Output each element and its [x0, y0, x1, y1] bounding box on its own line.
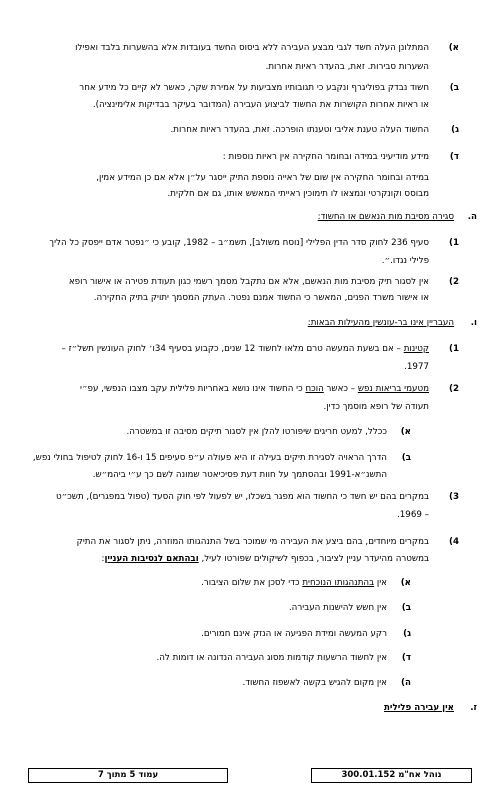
text-line: סעיף 236 לחוק סדר הדין הפלילי [נוסח משולב], תשמ״ב – 1982, קובע כי ״נפטר אדם ייפסק כל הליך	[49, 238, 429, 248]
text-line: פלילי נגדו.״.	[381, 256, 429, 266]
text: כי החשוד אינו נושא באחריות פלילית עקב מצבו הנפשי, עפ״י	[80, 384, 306, 394]
paragraph-a	[29, 42, 429, 73]
term: קטינות	[403, 344, 429, 354]
paragraph-v3	[29, 491, 429, 521]
item-marker: ד)	[449, 152, 459, 162]
text-line: המתלונן העלה חשד לגבי מבצע העבירה ללא ביסוס החשד בעובדות אלא בהשערות בלבד ואפילו	[75, 43, 429, 53]
item-marker: 2)	[448, 384, 459, 394]
text-line: החשוד העלה טענת אליבי וטענתו הופרכה. זאת, בהעדר ראיות אחרות.	[170, 125, 429, 135]
text: אין	[374, 578, 387, 588]
text-line: מידע מודיעיני במידה ובחומר החקירה אין ראיות נוספות :	[222, 152, 429, 162]
subitem-marker: א)	[400, 427, 411, 437]
text-line: התשנ״א-1991 ובהסתמך על חוות דעת פסיכיאטר שמונה לשם כך ע״י ביהמ״ש.	[92, 470, 387, 480]
subitem-marker: ב)	[401, 453, 411, 463]
paragraph-v4b: אין חשש להישנות העבירה.	[288, 603, 387, 613]
item-marker: א)	[448, 43, 459, 53]
text-line	[29, 343, 429, 355]
section-marker: ז.	[470, 703, 477, 713]
text-line: חשוד נבדק בפוליגרף ונקבע כי תגובותיו מצביעות על אמירת שקר, כאשר לא קיים כל מידע אחר	[79, 83, 429, 93]
paragraph-v4d: אין לחשוד הרשעות קודמות מסוג העבירה הנדונה או דומות לה.	[156, 653, 387, 663]
text-line: אין לסגור תיק מסיבת מות הנאשם, אלא אם נתקבל מסמך רשמי כגון תעודת פטירה או אישור רופא	[68, 277, 429, 287]
paragraph-b	[29, 82, 429, 111]
item-marker: ב)	[449, 83, 459, 93]
text-line: – 1969.	[397, 510, 429, 520]
subitem-marker: א)	[400, 578, 411, 588]
paragraph-d	[29, 151, 429, 163]
item-marker: 1)	[448, 344, 459, 354]
item-marker: 1)	[448, 238, 459, 248]
paragraph-v1	[29, 343, 429, 373]
term: מטעמי בריאות נפש	[357, 384, 429, 394]
paragraph-v4c: רקע המעשה ומידת הפגיעה או הנזק אינם חמורים.	[201, 629, 387, 639]
text-line: או אישור משרד הפנים, המאשר כי החשוד אמנם נפטר. העתק המסמך יתויק בתיק החקירה.	[93, 293, 429, 303]
item-marker: 4)	[448, 537, 459, 547]
section-title: סגירה מסיבת מות הנאשם או החשוד:	[317, 212, 454, 222]
item-marker: 3)	[448, 492, 459, 502]
paragraph-v2	[29, 383, 429, 413]
text-line: במקרים מיוחדים, בהם ביצע את העבירה מי שמוכר בשל התנהגותו המוזרה, ניתן לסגור את התיק	[76, 537, 429, 547]
paragraph-v2a	[27, 426, 387, 438]
footer-procedure-id: נוהל אח"מ 300.01.152	[311, 768, 472, 783]
subitem-marker: ג)	[403, 629, 411, 639]
text: במשטרה מהיעדר עניין לציבור, בכפוף לשיקולים שפורטו לעיל,	[198, 554, 429, 564]
text: – אם בשעת המעשה טרם מלאו לחשוד 12 שנים, כקבוע בסעיף 34ו׳ לחוק העונשין תשל״ז –	[61, 344, 404, 354]
text-line: במידה ובחומר החקירה אין שום של ראייה נוספת התיק ייסגר על״ן אלא אם כן המידע אמין,	[96, 173, 429, 183]
text: :	[101, 554, 105, 564]
emphasis: ובהתאם לנסיבות העניין	[104, 554, 199, 564]
section-title: העבריין אינו בר-עונשין מהעילות הבאות:	[307, 318, 454, 328]
note-paragraph	[29, 172, 429, 200]
subitem-marker: ד)	[401, 653, 411, 663]
item-marker: 2)	[448, 277, 459, 287]
text-line: ככלל, למעט חריגים שיפורטו להלן אין לסגור תיקים מסיבה זו במשטרה.	[126, 427, 387, 437]
paragraph-v2b	[27, 452, 387, 481]
text-line: השערות סבירות. זאת, בהעדר ראיות אחרות.	[265, 62, 429, 72]
paragraph-h2	[29, 276, 429, 304]
paragraph-v4a	[27, 577, 387, 589]
paragraph-h1	[29, 237, 429, 267]
subitem-marker: ב)	[401, 603, 411, 613]
paragraph-c	[29, 124, 429, 136]
subitem-marker: ה)	[401, 678, 411, 688]
paragraph-v4e: אין מקום להגיש בקשה לאשפוז החשוד.	[242, 678, 387, 688]
text-line: או ראיות אחרות הקושרות את החשוד לביצוע העבירה (המדובר בעיקר בבדיקות אלימינציה).	[92, 100, 429, 110]
text-line: הדרך הראויה לסגירת תיקים בעילה זו היא פעולה ע״פ סעיפים 15 ו-16 לחוק לטיפול בחולי נפש,	[32, 453, 387, 463]
text-line: במקרים בהם יש חשד כי החשוד הוא מפגר בשכלו, יש לפעול לפי חוק הסעד (טפול במפגרים), תשכ״ט	[55, 492, 429, 502]
section-marker: ה.	[467, 212, 477, 222]
text-line	[29, 383, 429, 395]
term: בהתנהגותו הנוכחית	[302, 578, 375, 588]
text: כדי לסכן את שלום הציבור.	[201, 578, 303, 588]
paragraph-v4	[29, 536, 429, 565]
text-line	[29, 553, 429, 565]
item-marker: ג)	[451, 125, 459, 135]
text-line: תעודה של רופא מוסמך כדין.	[323, 402, 429, 412]
text-line: מבוסס וקונקרטי ונמצאו לו תימוכין ראייתי המאשש אותו, גם אם חלקית.	[167, 189, 429, 199]
term: הוכח	[305, 384, 324, 394]
section-title: אין עבירה פלילית	[383, 703, 454, 713]
text: – כאשר	[323, 384, 358, 394]
footer-page-info: עמוד 5 מתוך 7	[28, 768, 228, 783]
text-line: 1977.	[404, 362, 429, 372]
section-marker: ו.	[470, 318, 477, 328]
